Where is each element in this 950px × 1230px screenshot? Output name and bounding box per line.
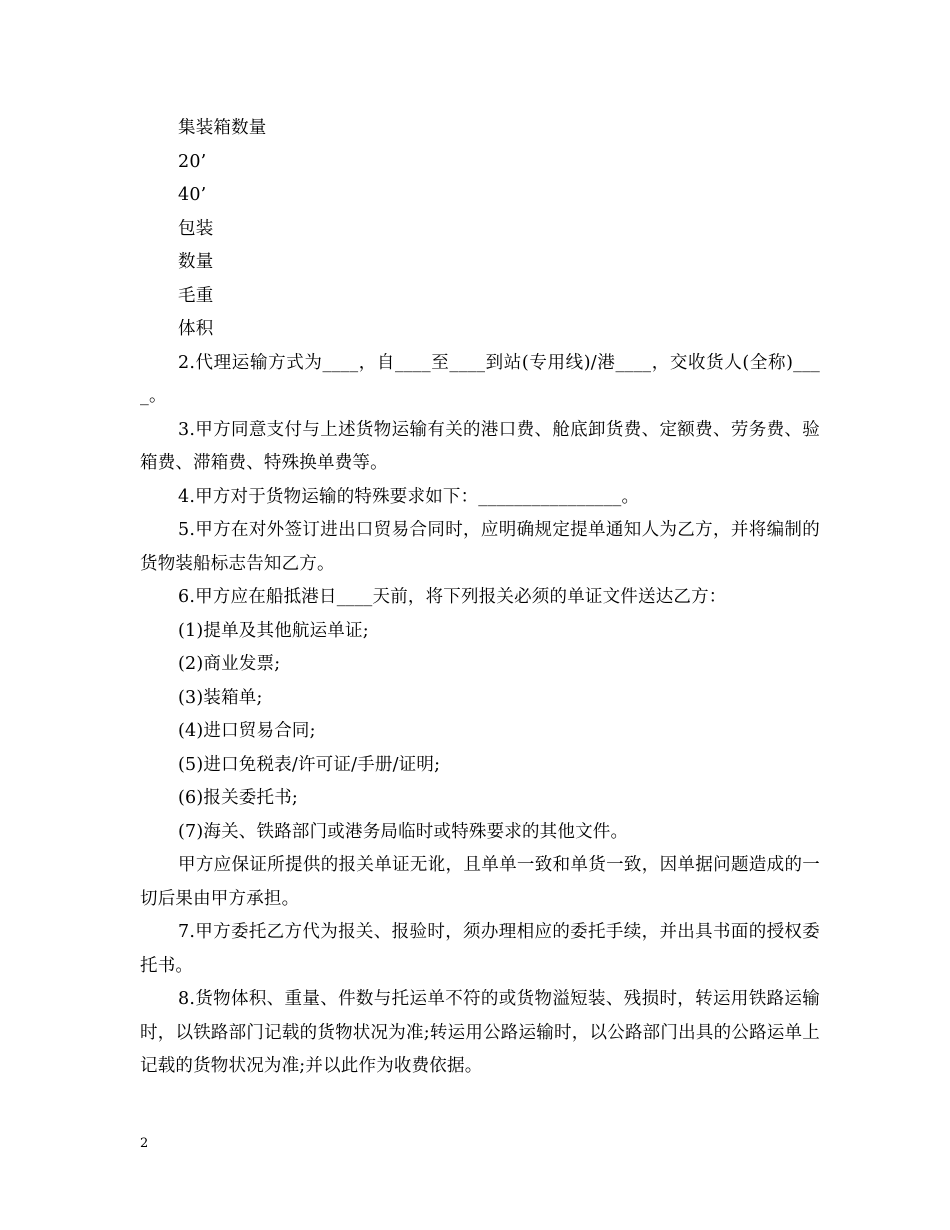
document-list-item-7: (7)海关、铁路部门或港务局临时或特殊要求的其他文件。 bbox=[178, 821, 629, 842]
document-list-item-3: (3)装箱单; bbox=[178, 687, 263, 708]
clause-6-documents: 6.甲方应在船抵港日____天前，将下列报关必须的单证文件送达乙方： bbox=[178, 587, 727, 607]
item-quantity: 数量 bbox=[178, 252, 214, 272]
clause-7-authorization: 7.甲方委托乙方代为报关、报验时，须办理相应的委托手续，并出具书面的授权委托书。 bbox=[140, 922, 820, 976]
clause-4-special-requirements: 4.甲方对于货物运输的特殊要求如下：________________。 bbox=[178, 486, 640, 507]
clause-5-notify-party: 5.甲方在对外签订进出口贸易合同时，应明确规定提单通知人为乙方，并将编制的货物装船标志告知乙方。 bbox=[140, 520, 820, 574]
item-packaging: 包装 bbox=[178, 218, 214, 239]
clause-2-transport-mode: 2.代理运输方式为____，自____至____到站(专用线)/港____，交收货人(全称)____。 bbox=[140, 352, 820, 406]
item-gross-weight: 毛重 bbox=[178, 285, 214, 306]
document-list-item-6: (6)报关委托书; bbox=[178, 788, 298, 808]
page-number: 2 bbox=[140, 1136, 149, 1151]
document-list-item-1: (1)提单及其他航运单证; bbox=[178, 620, 369, 641]
item-40ft: 40’ bbox=[178, 185, 207, 205]
document-list-item-5: (5)进口免税表/许可证/手册/证明; bbox=[178, 754, 441, 775]
clause-8-cargo-condition: 8.货物体积、重量、件数与托运单不符的或货物溢短装、残损时，转运用铁路运输时，以铁路部门记载的货物状况为准;转运用公路运输时，以公路部门出具的公路运单上记载的货物状况为准;并以此作为收费依据。 bbox=[140, 989, 820, 1076]
item-volume: 体积 bbox=[178, 319, 214, 339]
clause-3-fees: 3.甲方同意支付与上述货物运输有关的港口费、舱底卸货费、定额费、劳务费、验箱费、滞箱费、特殊换单费等。 bbox=[140, 419, 820, 473]
item-container-count: 集装箱数量 bbox=[178, 118, 267, 138]
clause-6-liability: 甲方应保证所提供的报关单证无讹，且单单一致和单货一致，因单据问题造成的一切后果由甲方承担。 bbox=[140, 855, 820, 909]
document-list-item-2: (2)商业发票; bbox=[178, 654, 281, 674]
document-list-item-4: (4)进口贸易合同; bbox=[178, 721, 316, 741]
item-20ft: 20’ bbox=[178, 151, 207, 172]
document-body bbox=[140, 112, 820, 1084]
